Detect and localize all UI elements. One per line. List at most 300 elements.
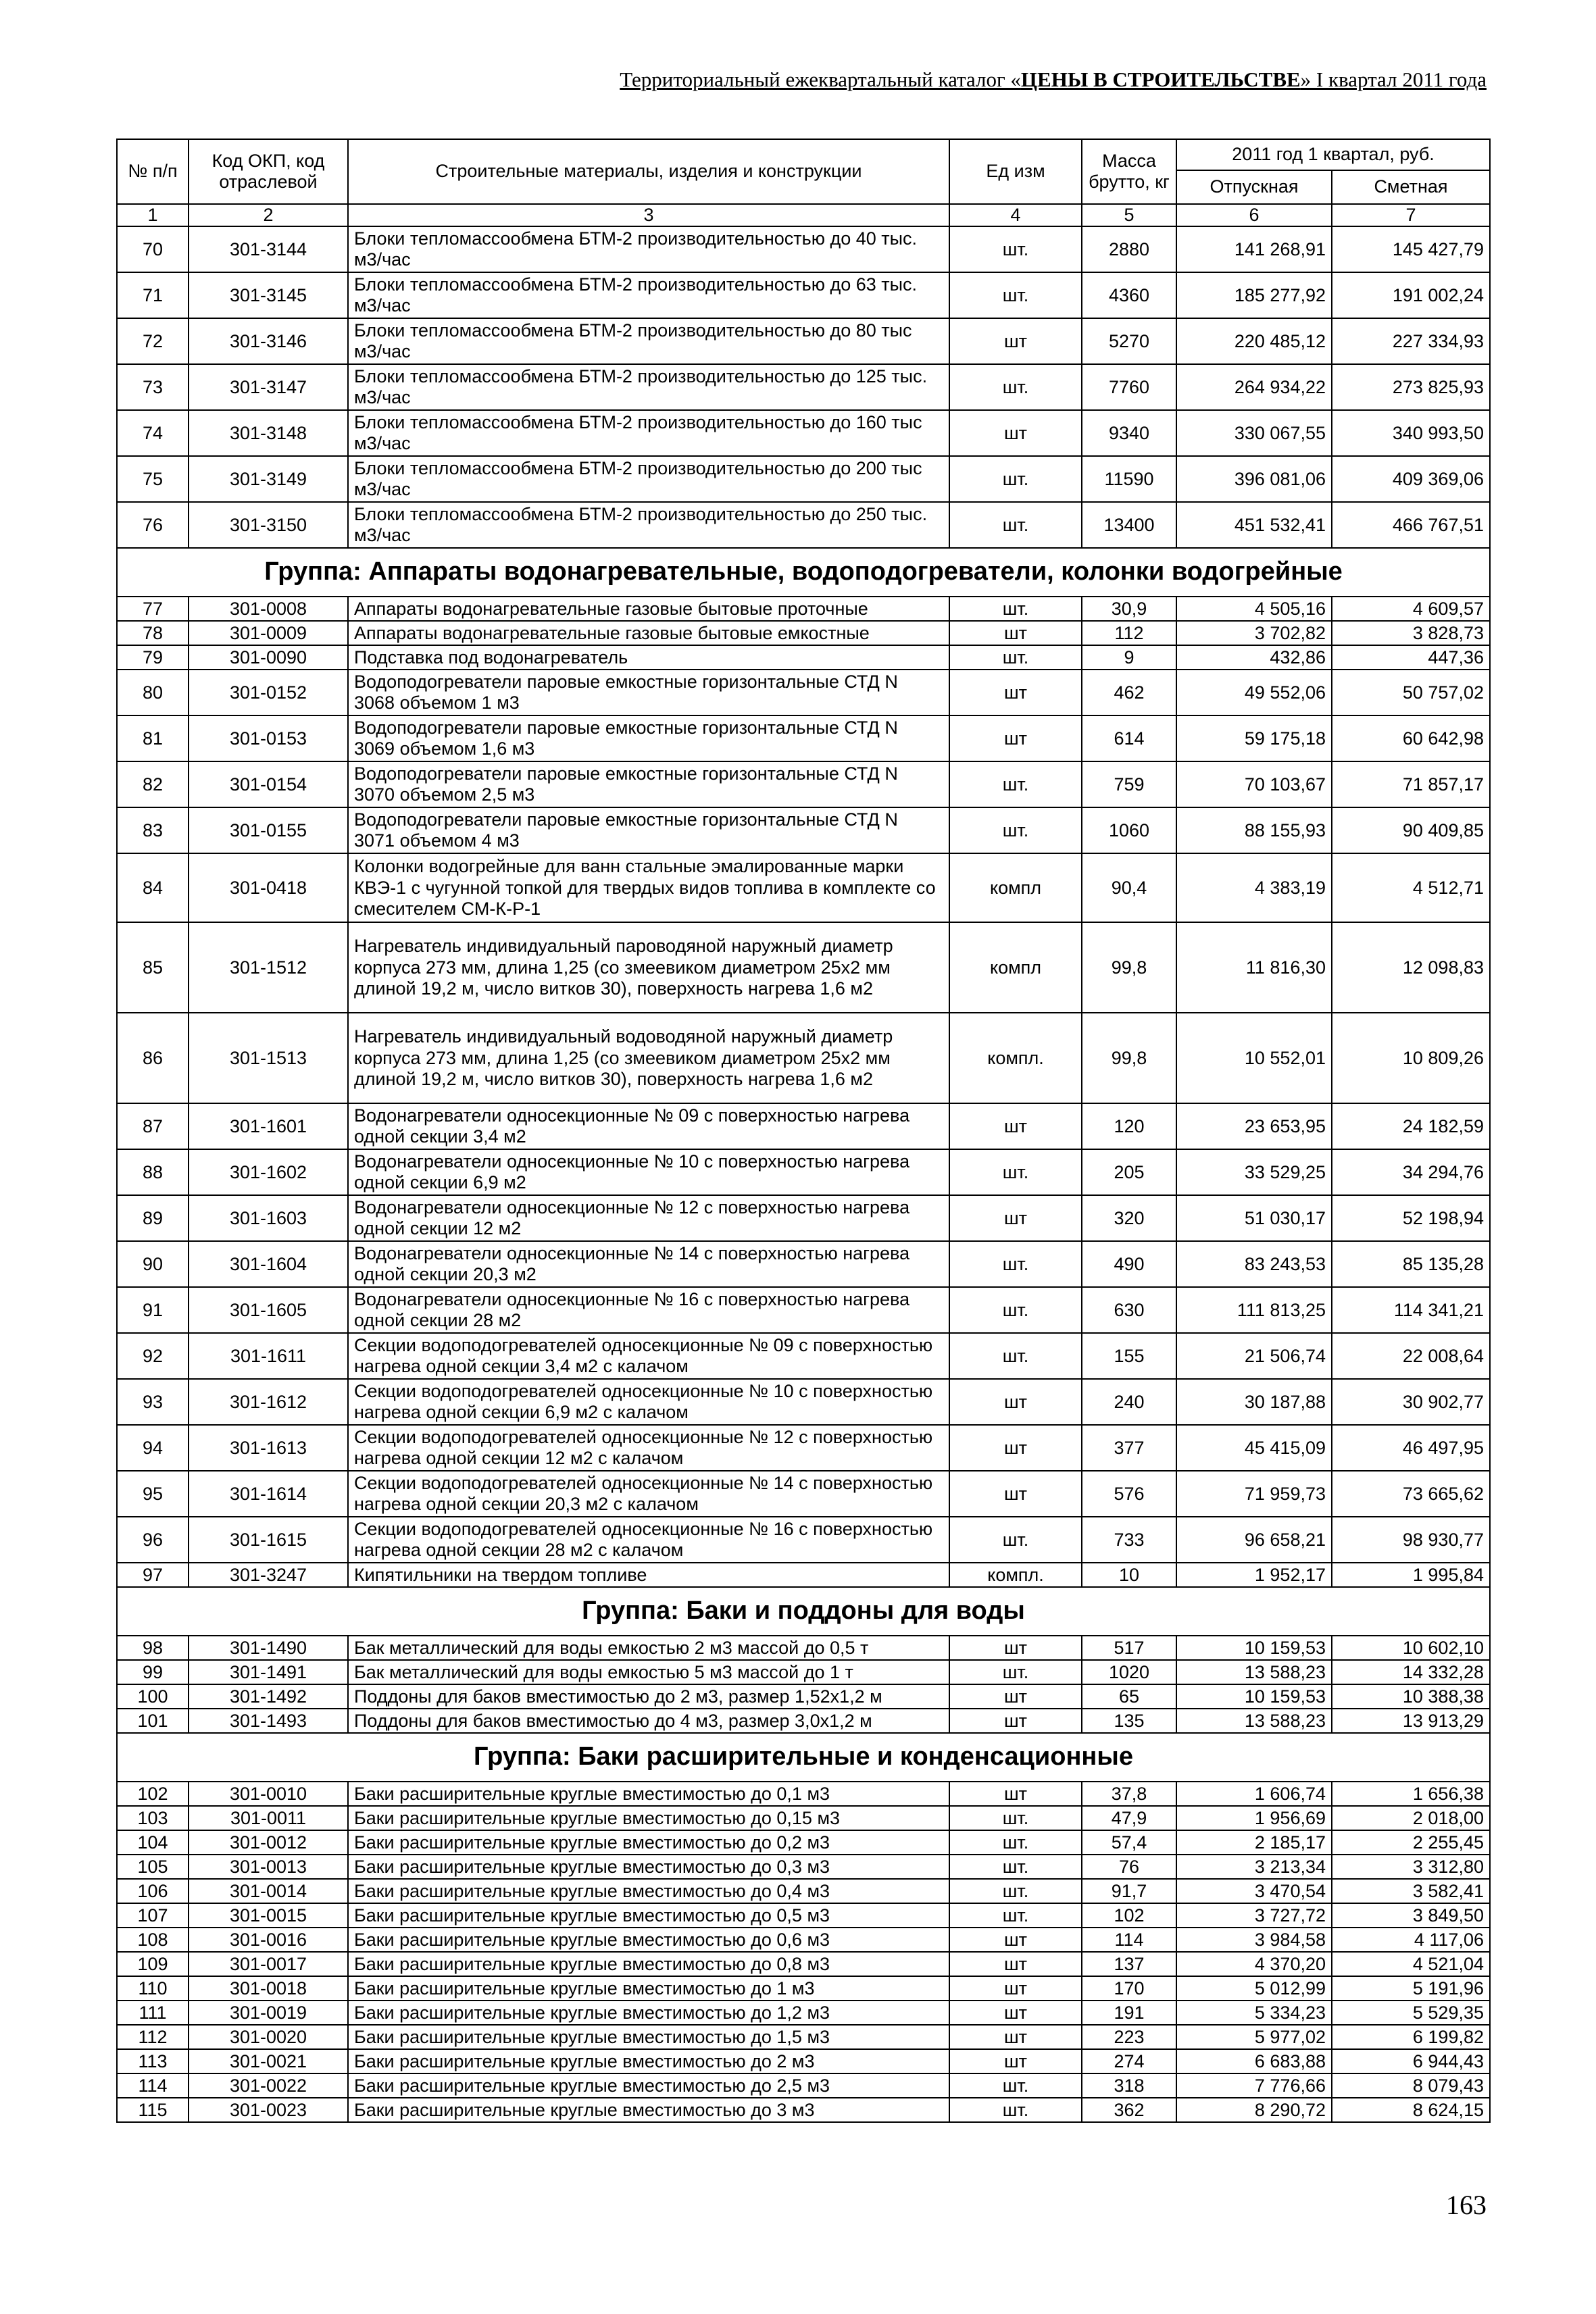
release-price: 264 934,22: [1176, 364, 1332, 410]
estimate-price: 466 767,51: [1332, 502, 1490, 548]
material-name: Секции водоподогревателей односекционные № 09 с поверхностью нагрева одной секции 3,4 м2 с калачом: [348, 1333, 949, 1379]
gross-mass: 57,4: [1082, 1830, 1176, 1855]
estimate-price: 227 334,93: [1332, 318, 1490, 364]
material-name: Бак металлический для воды емкостью 5 м3 массой до 1 т: [348, 1660, 949, 1684]
material-name: Колонки водогрейные для ванн стальные эмалированные марки КВЭ-1 с чугунной топкой для твердых видов топлива в комплекте со смесителем СМ-К-Р-1: [348, 853, 949, 922]
row-number: 85: [117, 922, 189, 1013]
table-row: [117, 1952, 1490, 1976]
estimate-price: 13 913,29: [1332, 1709, 1490, 1733]
okp-code: 301-1612: [189, 1379, 348, 1425]
table-row: [117, 1241, 1490, 1287]
material-name: Баки расширительные круглые вместимостью до 0,6 м3: [348, 1928, 949, 1952]
row-number: 91: [117, 1287, 189, 1333]
row-number: 95: [117, 1471, 189, 1517]
table-row: [117, 2001, 1490, 2025]
table-row: [117, 318, 1490, 364]
material-name: Баки расширительные круглые вместимостью до 0,1 м3: [348, 1782, 949, 1806]
gross-mass: 4360: [1082, 272, 1176, 318]
okp-code: 301-1512: [189, 922, 348, 1013]
okp-code: 301-0014: [189, 1879, 348, 1903]
okp-code: 301-3148: [189, 410, 348, 456]
column-number: 1: [117, 204, 189, 226]
release-price: 49 552,06: [1176, 670, 1332, 715]
table-row: [117, 1379, 1490, 1425]
material-name: Аппараты водонагревательные газовые бытовые проточные: [348, 597, 949, 621]
gross-mass: 1060: [1082, 807, 1176, 853]
gross-mass: 13400: [1082, 502, 1176, 548]
okp-code: 301-0016: [189, 1928, 348, 1952]
row-number: 88: [117, 1149, 189, 1195]
material-name: Нагреватель индивидуальный пароводяной наружный диаметр корпуса 273 мм, длина 1,25 (со змеевиком диаметром 25х2 мм длиной 19,2 м, число витков 30), поверхность нагрева 1,6 м2: [348, 922, 949, 1013]
unit: шт.: [949, 1517, 1082, 1563]
gross-mass: 112: [1082, 621, 1176, 645]
material-name: Блоки тепломассообмена БТМ-2 производительностью до 200 тыс м3/час: [348, 456, 949, 502]
row-number: 103: [117, 1806, 189, 1830]
unit: шт.: [949, 807, 1082, 853]
release-price: 7 776,66: [1176, 2073, 1332, 2098]
table-row: [117, 226, 1490, 272]
estimate-price: 4 117,06: [1332, 1928, 1490, 1952]
gross-mass: 91,7: [1082, 1879, 1176, 1903]
okp-code: 301-0010: [189, 1782, 348, 1806]
row-number: 99: [117, 1660, 189, 1684]
row-number: 80: [117, 670, 189, 715]
estimate-price: 1 995,84: [1332, 1563, 1490, 1587]
table-row: [117, 502, 1490, 548]
col-header-code: Код ОКП, код отраслевой: [189, 139, 348, 204]
material-name: Баки расширительные круглые вместимостью до 0,3 м3: [348, 1855, 949, 1879]
table-row: [117, 272, 1490, 318]
material-name: Водонагреватели односекционные № 12 с поверхностью нагрева одной секции 12 м2: [348, 1195, 949, 1241]
material-name: Баки расширительные круглые вместимостью до 0,15 м3: [348, 1806, 949, 1830]
material-name: Поддоны для баков вместимостью до 4 м3, размер 3,0х1,2 м: [348, 1709, 949, 1733]
material-name: Баки расширительные круглые вместимостью до 3 м3: [348, 2098, 949, 2122]
material-name: Водоподогреватели паровые емкостные горизонтальные СТД N 3070 объемом 2,5 м3: [348, 761, 949, 807]
table-row: [117, 1855, 1490, 1879]
col-header-estimate: Сметная: [1332, 170, 1490, 204]
row-number: 75: [117, 456, 189, 502]
row-number: 92: [117, 1333, 189, 1379]
table-row: [117, 410, 1490, 456]
gross-mass: 318: [1082, 2073, 1176, 2098]
table-row: [117, 1830, 1490, 1855]
estimate-price: 409 369,06: [1332, 456, 1490, 502]
okp-code: 301-0015: [189, 1903, 348, 1928]
release-price: 10 159,53: [1176, 1684, 1332, 1709]
gross-mass: 90,4: [1082, 853, 1176, 922]
estimate-price: 6 944,43: [1332, 2049, 1490, 2073]
okp-code: 301-0011: [189, 1806, 348, 1830]
table-row: [117, 1149, 1490, 1195]
okp-code: 301-1605: [189, 1287, 348, 1333]
unit: шт: [949, 1952, 1082, 1976]
column-number: 7: [1332, 204, 1490, 226]
material-name: Блоки тепломассообмена БТМ-2 производительностью до 250 тыс. м3/час: [348, 502, 949, 548]
column-number: 5: [1082, 204, 1176, 226]
release-price: 451 532,41: [1176, 502, 1332, 548]
unit: шт.: [949, 645, 1082, 670]
gross-mass: 102: [1082, 1903, 1176, 1928]
okp-code: 301-3144: [189, 226, 348, 272]
gross-mass: 205: [1082, 1149, 1176, 1195]
material-name: Водонагреватели односекционные № 14 с поверхностью нагрева одной секции 20,3 м2: [348, 1241, 949, 1287]
material-name: Секции водоподогревателей односекционные № 14 с поверхностью нагрева одной секции 20,3 м2 с калачом: [348, 1471, 949, 1517]
group-heading: Группа: Аппараты водонагревательные, водоподогреватели, колонки водогрейные: [117, 548, 1490, 597]
table-row: [117, 853, 1490, 922]
unit: шт.: [949, 1149, 1082, 1195]
release-price: 83 243,53: [1176, 1241, 1332, 1287]
estimate-price: 6 199,82: [1332, 2025, 1490, 2049]
unit: шт.: [949, 1855, 1082, 1879]
gross-mass: 733: [1082, 1517, 1176, 1563]
material-name: Водоподогреватели паровые емкостные горизонтальные СТД N 3068 объемом 1 м3: [348, 670, 949, 715]
table-row: [117, 670, 1490, 715]
unit: шт: [949, 1471, 1082, 1517]
gross-mass: 135: [1082, 1709, 1176, 1733]
okp-code: 301-3145: [189, 272, 348, 318]
estimate-price: 10 809,26: [1332, 1013, 1490, 1103]
release-price: 1 956,69: [1176, 1806, 1332, 1830]
row-number: 113: [117, 2049, 189, 2073]
unit: шт.: [949, 1830, 1082, 1855]
gross-mass: 99,8: [1082, 922, 1176, 1013]
estimate-price: 5 191,96: [1332, 1976, 1490, 2001]
material-name: Баки расширительные круглые вместимостью до 0,4 м3: [348, 1879, 949, 1903]
release-price: 59 175,18: [1176, 715, 1332, 761]
estimate-price: 30 902,77: [1332, 1379, 1490, 1425]
release-price: 96 658,21: [1176, 1517, 1332, 1563]
row-number: 70: [117, 226, 189, 272]
okp-code: 301-0090: [189, 645, 348, 670]
table-row: [117, 1806, 1490, 1830]
release-price: 11 816,30: [1176, 922, 1332, 1013]
unit: шт.: [949, 456, 1082, 502]
release-price: 10 552,01: [1176, 1013, 1332, 1103]
unit: шт: [949, 1379, 1082, 1425]
gross-mass: 362: [1082, 2098, 1176, 2122]
catalog-header-suffix: » I квартал 2011 года: [1300, 68, 1487, 91]
table-row: [117, 1928, 1490, 1952]
table-row: [117, 2073, 1490, 2098]
material-name: Баки расширительные круглые вместимостью до 2 м3: [348, 2049, 949, 2073]
row-number: 100: [117, 1684, 189, 1709]
table-row: [117, 364, 1490, 410]
release-price: 23 653,95: [1176, 1103, 1332, 1149]
material-name: Баки расширительные круглые вместимостью до 1,5 м3: [348, 2025, 949, 2049]
estimate-price: 71 857,17: [1332, 761, 1490, 807]
release-price: 4 370,20: [1176, 1952, 1332, 1976]
table-row: [117, 1563, 1490, 1587]
row-number: 111: [117, 2001, 189, 2025]
release-price: 70 103,67: [1176, 761, 1332, 807]
table-row: [117, 1103, 1490, 1149]
row-number: 104: [117, 1830, 189, 1855]
table-row: [117, 456, 1490, 502]
unit: шт.: [949, 226, 1082, 272]
okp-code: 301-0009: [189, 621, 348, 645]
row-number: 73: [117, 364, 189, 410]
estimate-price: 3 312,80: [1332, 1855, 1490, 1879]
okp-code: 301-0008: [189, 597, 348, 621]
catalog-header-title: ЦЕНЫ В СТРОИТЕЛЬСТВЕ: [1020, 68, 1301, 91]
row-number: 89: [117, 1195, 189, 1241]
row-number: 101: [117, 1709, 189, 1733]
okp-code: 301-3150: [189, 502, 348, 548]
col-header-unit: Ед изм: [949, 139, 1082, 204]
okp-code: 301-1490: [189, 1636, 348, 1660]
release-price: 5 334,23: [1176, 2001, 1332, 2025]
table-row: [117, 1287, 1490, 1333]
estimate-price: 34 294,76: [1332, 1149, 1490, 1195]
material-name: Нагреватель индивидуальный водоводяной наружный диаметр корпуса 273 мм, длина 1,25 (со змеевиком диаметром 25х2 мм длиной 19,2 м, число витков 30), поверхность нагрева 1,6 м2: [348, 1013, 949, 1103]
okp-code: 301-0418: [189, 853, 348, 922]
unit: шт: [949, 1636, 1082, 1660]
release-price: 3 727,72: [1176, 1903, 1332, 1928]
table-row: [117, 1636, 1490, 1660]
row-number: 96: [117, 1517, 189, 1563]
col-header-release: Отпускная: [1176, 170, 1332, 204]
material-name: Кипятильники на твердом топливе: [348, 1563, 949, 1587]
okp-code: 301-0153: [189, 715, 348, 761]
table-row: [117, 1684, 1490, 1709]
table-row: [117, 1425, 1490, 1471]
okp-code: 301-1603: [189, 1195, 348, 1241]
okp-code: 301-3247: [189, 1563, 348, 1587]
table-row: [117, 922, 1490, 1013]
row-number: 98: [117, 1636, 189, 1660]
estimate-price: 60 642,98: [1332, 715, 1490, 761]
okp-code: 301-0023: [189, 2098, 348, 2122]
gross-mass: 274: [1082, 2049, 1176, 2073]
okp-code: 301-0012: [189, 1830, 348, 1855]
release-price: 111 813,25: [1176, 1287, 1332, 1333]
release-price: 432,86: [1176, 645, 1332, 670]
gross-mass: 9340: [1082, 410, 1176, 456]
gross-mass: 76: [1082, 1855, 1176, 1879]
release-price: 3 984,58: [1176, 1928, 1332, 1952]
okp-code: 301-0013: [189, 1855, 348, 1879]
gross-mass: 576: [1082, 1471, 1176, 1517]
okp-code: 301-1491: [189, 1660, 348, 1684]
estimate-price: 14 332,28: [1332, 1660, 1490, 1684]
header-row: [117, 139, 1490, 170]
release-price: 185 277,92: [1176, 272, 1332, 318]
row-number: 84: [117, 853, 189, 922]
unit: шт: [949, 1928, 1082, 1952]
material-name: Блоки тепломассообмена БТМ-2 производительностью до 40 тыс. м3/час: [348, 226, 949, 272]
release-price: 13 588,23: [1176, 1660, 1332, 1684]
unit: шт: [949, 1195, 1082, 1241]
unit: шт: [949, 1425, 1082, 1471]
release-price: 330 067,55: [1176, 410, 1332, 456]
gross-mass: 5270: [1082, 318, 1176, 364]
okp-code: 301-0017: [189, 1952, 348, 1976]
release-price: 4 383,19: [1176, 853, 1332, 922]
gross-mass: 9: [1082, 645, 1176, 670]
unit: шт.: [949, 1333, 1082, 1379]
unit: шт.: [949, 272, 1082, 318]
estimate-price: 22 008,64: [1332, 1333, 1490, 1379]
table-row: [117, 1879, 1490, 1903]
release-price: 3 702,82: [1176, 621, 1332, 645]
release-price: 30 187,88: [1176, 1379, 1332, 1425]
unit: шт: [949, 670, 1082, 715]
unit: шт: [949, 2025, 1082, 2049]
catalog-header: [487, 68, 1487, 101]
estimate-price: 73 665,62: [1332, 1471, 1490, 1517]
table-row: [117, 1333, 1490, 1379]
gross-mass: 47,9: [1082, 1806, 1176, 1830]
gross-mass: 30,9: [1082, 597, 1176, 621]
okp-code: 301-1513: [189, 1013, 348, 1103]
estimate-price: 2 255,45: [1332, 1830, 1490, 1855]
row-number: 87: [117, 1103, 189, 1149]
gross-mass: 320: [1082, 1195, 1176, 1241]
table-row: [117, 1660, 1490, 1684]
table-row: [117, 1013, 1490, 1103]
okp-code: 301-1493: [189, 1709, 348, 1733]
material-name: Водоподогреватели паровые емкостные горизонтальные СТД N 3069 объемом 1,6 м3: [348, 715, 949, 761]
gross-mass: 155: [1082, 1333, 1176, 1379]
estimate-price: 98 930,77: [1332, 1517, 1490, 1563]
table-row: [117, 1195, 1490, 1241]
table-row: [117, 1976, 1490, 2001]
material-name: Секции водоподогревателей односекционные № 10 с поверхностью нагрева одной секции 6,9 м2 с калачом: [348, 1379, 949, 1425]
table-row: [117, 1471, 1490, 1517]
unit: шт.: [949, 2098, 1082, 2122]
okp-code: 301-1601: [189, 1103, 348, 1149]
table-row: [117, 2025, 1490, 2049]
material-name: Баки расширительные круглые вместимостью до 0,2 м3: [348, 1830, 949, 1855]
estimate-price: 4 512,71: [1332, 853, 1490, 922]
release-price: 2 185,17: [1176, 1830, 1332, 1855]
unit: шт: [949, 715, 1082, 761]
estimate-price: 447,36: [1332, 645, 1490, 670]
okp-code: 301-0154: [189, 761, 348, 807]
material-name: Блоки тепломассообмена БТМ-2 производительностью до 63 тыс. м3/час: [348, 272, 949, 318]
unit: шт.: [949, 1241, 1082, 1287]
estimate-price: 8 079,43: [1332, 2073, 1490, 2098]
unit: шт: [949, 318, 1082, 364]
row-number: 79: [117, 645, 189, 670]
release-price: 8 290,72: [1176, 2098, 1332, 2122]
gross-mass: 114: [1082, 1928, 1176, 1952]
estimate-price: 4 521,04: [1332, 1952, 1490, 1976]
row-number: 71: [117, 272, 189, 318]
table-row: [117, 597, 1490, 621]
estimate-price: 1 656,38: [1332, 1782, 1490, 1806]
estimate-price: 2 018,00: [1332, 1806, 1490, 1830]
gross-mass: 614: [1082, 715, 1176, 761]
material-name: Секции водоподогревателей односекционные № 16 с поверхностью нагрева одной секции 28 м2 с калачом: [348, 1517, 949, 1563]
col-header-name: Строительные материалы, изделия и конструкции: [348, 139, 949, 204]
table-head: [117, 139, 1490, 226]
unit: компл: [949, 853, 1082, 922]
unit: шт: [949, 1709, 1082, 1733]
group-heading-row: [117, 548, 1490, 597]
estimate-price: 50 757,02: [1332, 670, 1490, 715]
okp-code: 301-1611: [189, 1333, 348, 1379]
estimate-price: 10 602,10: [1332, 1636, 1490, 1660]
okp-code: 301-1615: [189, 1517, 348, 1563]
unit: компл.: [949, 1563, 1082, 1587]
release-price: 220 485,12: [1176, 318, 1332, 364]
material-name: Блоки тепломассообмена БТМ-2 производительностью до 160 тыс м3/час: [348, 410, 949, 456]
release-price: 396 081,06: [1176, 456, 1332, 502]
okp-code: 301-1602: [189, 1149, 348, 1195]
material-name: Аппараты водонагревательные газовые бытовые емкостные: [348, 621, 949, 645]
gross-mass: 7760: [1082, 364, 1176, 410]
row-number: 74: [117, 410, 189, 456]
unit: шт: [949, 2001, 1082, 2025]
unit: шт: [949, 1976, 1082, 2001]
row-number: 109: [117, 1952, 189, 1976]
release-price: 5 977,02: [1176, 2025, 1332, 2049]
col-header-num: № п/п: [117, 139, 189, 204]
material-name: Водонагреватели односекционные № 16 с поверхностью нагрева одной секции 28 м2: [348, 1287, 949, 1333]
row-number: 107: [117, 1903, 189, 1928]
unit: шт.: [949, 1287, 1082, 1333]
unit: шт.: [949, 2073, 1082, 2098]
estimate-price: 24 182,59: [1332, 1103, 1490, 1149]
col-header-mass: Масса брутто, кг: [1082, 139, 1176, 204]
release-price: 33 529,25: [1176, 1149, 1332, 1195]
row-number: 93: [117, 1379, 189, 1425]
gross-mass: 120: [1082, 1103, 1176, 1149]
estimate-price: 3 849,50: [1332, 1903, 1490, 1928]
gross-mass: 10: [1082, 1563, 1176, 1587]
row-number: 77: [117, 597, 189, 621]
estimate-price: 114 341,21: [1332, 1287, 1490, 1333]
table-row: [117, 2098, 1490, 2122]
unit: компл.: [949, 1013, 1082, 1103]
release-price: 3 470,54: [1176, 1879, 1332, 1903]
group-heading-row: [117, 1587, 1490, 1636]
row-number: 106: [117, 1879, 189, 1903]
row-number: 82: [117, 761, 189, 807]
table-row: [117, 1517, 1490, 1563]
col-header-period: 2011 год 1 квартал, руб.: [1176, 139, 1490, 170]
release-price: 45 415,09: [1176, 1425, 1332, 1471]
unit: шт.: [949, 1660, 1082, 1684]
gross-mass: 99,8: [1082, 1013, 1176, 1103]
table-row: [117, 761, 1490, 807]
release-price: 141 268,91: [1176, 226, 1332, 272]
okp-code: 301-0021: [189, 2049, 348, 2073]
group-heading: Группа: Баки и поддоны для воды: [117, 1587, 1490, 1636]
okp-code: 301-1613: [189, 1425, 348, 1471]
release-price: 1 606,74: [1176, 1782, 1332, 1806]
release-price: 3 213,34: [1176, 1855, 1332, 1879]
row-number: 78: [117, 621, 189, 645]
row-number: 108: [117, 1928, 189, 1952]
table-body: [117, 226, 1490, 2122]
unit: шт: [949, 1684, 1082, 1709]
row-number: 81: [117, 715, 189, 761]
unit: шт.: [949, 502, 1082, 548]
gross-mass: 223: [1082, 2025, 1176, 2049]
gross-mass: 2880: [1082, 226, 1176, 272]
row-number: 102: [117, 1782, 189, 1806]
release-price: 10 159,53: [1176, 1636, 1332, 1660]
okp-code: 301-0022: [189, 2073, 348, 2098]
row-number: 114: [117, 2073, 189, 2098]
estimate-price: 85 135,28: [1332, 1241, 1490, 1287]
row-number: 94: [117, 1425, 189, 1471]
table-row: [117, 2049, 1490, 2073]
price-table: [116, 139, 1491, 2123]
table-row: [117, 1903, 1490, 1928]
